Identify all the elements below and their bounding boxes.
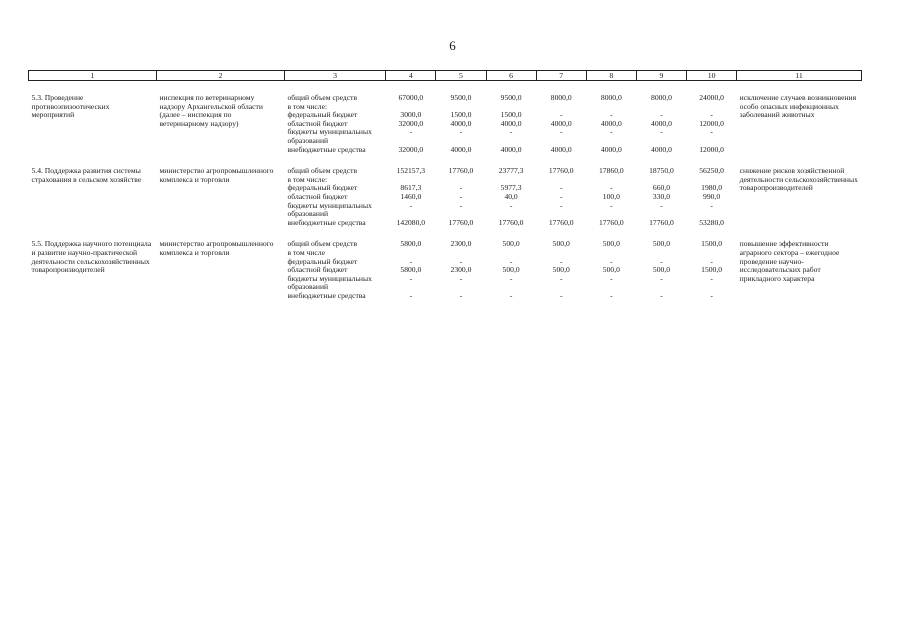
amount-cell: 500,0 bbox=[652, 265, 671, 275]
amount-cell: 4000,0 bbox=[450, 118, 472, 128]
header-cell: 9 bbox=[636, 71, 686, 81]
measure-name: 5.5. Поддержка научного потенциала и развитие научно-практической деятельности сельскохозяйственных товаропроизводителей bbox=[31, 239, 152, 275]
amount-cell: - bbox=[660, 290, 663, 300]
funding-source: в том числе: bbox=[287, 174, 328, 184]
amount-cell: 4000,0 bbox=[600, 144, 622, 154]
amount-cell: - bbox=[710, 290, 713, 300]
amount-cell: 1500,0 bbox=[701, 265, 723, 275]
amount-cell: 40,0 bbox=[504, 191, 518, 201]
header-cell: 10 bbox=[687, 71, 737, 81]
header-cell: 1 bbox=[29, 71, 157, 81]
amount-cell: 17760,0 bbox=[448, 217, 474, 227]
amount-cell: 5800,0 bbox=[400, 265, 422, 275]
amount-cell: 330,0 bbox=[652, 191, 671, 201]
measure-name: 5.3. Проведение противоэпизоотических мероприятий bbox=[31, 93, 110, 120]
header-cell: 4 bbox=[386, 71, 436, 81]
amount-cell: - bbox=[459, 127, 463, 137]
amount-cell: 5977,3 bbox=[500, 183, 522, 193]
funding-source: федеральный бюджет bbox=[287, 256, 358, 266]
amount-cell: 23777,3 bbox=[498, 166, 524, 176]
funding-source: внебюджетные средства bbox=[287, 217, 366, 227]
amount-cell: 2300,0 bbox=[450, 265, 472, 275]
amount-cell: - bbox=[459, 256, 463, 266]
amount-cell: 17760,0 bbox=[599, 217, 624, 227]
header-cell: 2 bbox=[156, 71, 284, 81]
amount-cell: 9500,0 bbox=[500, 93, 522, 102]
amount-cell: - bbox=[409, 290, 413, 300]
amount-cell: 500,0 bbox=[602, 265, 620, 275]
amount-cell: - bbox=[660, 110, 663, 120]
amount-cell: 152157,3 bbox=[396, 166, 426, 176]
amount-cell: 500,0 bbox=[602, 239, 620, 249]
table-body bbox=[29, 71, 862, 301]
amount-cell: 24000,0 bbox=[699, 93, 724, 102]
amount-cell: - bbox=[409, 273, 413, 283]
amount-cell: 500,0 bbox=[552, 239, 570, 249]
amount-cell: - bbox=[509, 127, 513, 137]
amount-cell: - bbox=[710, 110, 713, 120]
amount-cell: 17860,0 bbox=[599, 166, 624, 176]
amount-cell: 1980,0 bbox=[701, 183, 723, 193]
header-cell: 5 bbox=[436, 71, 486, 81]
amount-cell: - bbox=[559, 200, 563, 210]
amount-cell: 32000,0 bbox=[398, 118, 424, 128]
table-row bbox=[29, 227, 862, 249]
funding-source: бюджеты муниципальных образований bbox=[287, 273, 372, 292]
funding-source: внебюджетные средства bbox=[287, 144, 366, 154]
amount-cell: 67000,0 bbox=[398, 93, 424, 102]
amount-cell: - bbox=[610, 256, 613, 266]
amount-cell: - bbox=[610, 273, 613, 283]
amount-cell: 12000,0 bbox=[699, 144, 724, 154]
amount-cell: - bbox=[559, 273, 563, 283]
amount-cell: 500,0 bbox=[502, 265, 520, 275]
amount-cell: 8617,3 bbox=[400, 183, 422, 193]
header-cell: 6 bbox=[486, 71, 536, 81]
funding-source: бюджеты муниципальных образований bbox=[287, 200, 372, 219]
amount-cell: - bbox=[459, 273, 463, 283]
funding-source: федеральный бюджет bbox=[287, 183, 358, 193]
amount-cell: 500,0 bbox=[652, 239, 671, 249]
amount-cell: - bbox=[610, 200, 613, 210]
amount-cell: - bbox=[559, 256, 563, 266]
table-row bbox=[29, 81, 862, 103]
amount-cell: 8000,0 bbox=[600, 93, 622, 102]
funding-source: федеральный бюджет bbox=[287, 110, 358, 120]
amount-cell: 9500,0 bbox=[450, 93, 472, 102]
amount-cell: 3000,0 bbox=[400, 110, 422, 120]
amount-cell: 4000,0 bbox=[500, 118, 522, 128]
amount-cell: - bbox=[660, 273, 663, 283]
amount-cell: - bbox=[459, 290, 463, 300]
amount-cell: 990,0 bbox=[703, 191, 721, 201]
funding-source: в том числе: bbox=[287, 101, 328, 111]
amount-cell: 500,0 bbox=[552, 265, 570, 275]
amount-cell: 4000,0 bbox=[651, 144, 672, 154]
amount-cell: 4000,0 bbox=[450, 144, 472, 154]
amount-cell: 4000,0 bbox=[550, 144, 572, 154]
column-number-header bbox=[29, 71, 862, 81]
amount-cell: 32000,0 bbox=[398, 144, 424, 154]
amount-cell: 1500,0 bbox=[450, 110, 472, 120]
amount-cell: - bbox=[559, 183, 563, 193]
amount-cell: 1500,0 bbox=[500, 110, 522, 120]
table-row bbox=[29, 154, 862, 176]
amount-cell: 4000,0 bbox=[500, 144, 522, 154]
amount-cell: 17760,0 bbox=[649, 217, 674, 227]
amount-cell: - bbox=[509, 256, 513, 266]
amount-cell: - bbox=[610, 110, 613, 120]
amount-cell: 56250,0 bbox=[699, 166, 724, 176]
amount-cell: - bbox=[610, 183, 613, 193]
amount-cell: - bbox=[409, 200, 413, 210]
amount-cell: 17760,0 bbox=[498, 217, 524, 227]
header-cell: 8 bbox=[586, 71, 636, 81]
amount-cell: - bbox=[660, 256, 663, 266]
amount-cell: 17760,0 bbox=[448, 166, 474, 176]
amount-cell: 1460,0 bbox=[400, 191, 422, 201]
expected-result: повышение эффективности аграрного сектора – ежегодное проведение научно-исследовательских работ прикладного характера bbox=[739, 239, 840, 283]
amount-cell: 500,0 bbox=[502, 239, 520, 249]
amount-cell: 660,0 bbox=[652, 183, 671, 193]
header-cell: 7 bbox=[536, 71, 586, 81]
amount-cell: - bbox=[559, 110, 563, 120]
amount-cell: - bbox=[559, 191, 563, 201]
amount-cell: 2300,0 bbox=[450, 239, 472, 249]
amount-cell: - bbox=[459, 183, 463, 193]
funding-source: областной бюджет bbox=[287, 265, 348, 275]
funding-source: общий объем средств bbox=[287, 166, 358, 176]
amount-cell: - bbox=[409, 256, 413, 266]
amount-cell: - bbox=[559, 127, 563, 137]
amount-cell: - bbox=[459, 200, 463, 210]
amount-cell: - bbox=[459, 191, 463, 201]
amount-cell: - bbox=[610, 290, 613, 300]
page-number: 6 bbox=[449, 38, 456, 53]
amount-cell: - bbox=[710, 200, 713, 210]
amount-cell: 4000,0 bbox=[550, 118, 572, 128]
funding-source: в том числе bbox=[287, 247, 325, 257]
amount-cell: - bbox=[660, 200, 663, 210]
expected-result: снижение рисков хозяйственной деятельности сельскохозяйственных товаропроизводителей bbox=[739, 166, 858, 193]
header-cell: 3 bbox=[284, 71, 385, 81]
funding-source: общий объем средств bbox=[287, 239, 358, 249]
amount-cell: - bbox=[710, 256, 713, 266]
amount-cell: - bbox=[509, 273, 513, 283]
amount-cell: 8000,0 bbox=[651, 93, 672, 102]
amount-cell: 1500,0 bbox=[701, 239, 723, 249]
measure-executor: инспекция по ветеринарному надзору Архангельской области (далее – инспекция по ветеринарному надзору) bbox=[159, 93, 263, 128]
amount-cell: 12000,0 bbox=[699, 118, 724, 128]
amount-cell: 5800,0 bbox=[400, 239, 422, 249]
header-cell: 11 bbox=[737, 71, 862, 81]
amount-cell: 4000,0 bbox=[600, 118, 622, 128]
amount-cell: 8000,0 bbox=[550, 93, 572, 102]
measure-name: 5.4. Поддержка развития системы страхования в сельском хозяйстве bbox=[31, 166, 142, 184]
funding-source: внебюджетные средства bbox=[287, 290, 366, 300]
measure-executor: министерство агропромышленного комплекса и торговли bbox=[159, 239, 274, 257]
amount-cell: 53280,0 bbox=[699, 217, 724, 227]
amount-cell: 17760,0 bbox=[548, 166, 574, 176]
amount-cell: - bbox=[710, 127, 713, 137]
amount-cell: 100,0 bbox=[602, 191, 620, 201]
expected-result: исключение случаев возникновения особо опасных инфекционных заболеваний животных bbox=[739, 93, 857, 120]
amount-cell: - bbox=[509, 290, 513, 300]
amount-cell: - bbox=[409, 127, 413, 137]
amount-cell: - bbox=[610, 127, 613, 137]
program-table bbox=[28, 70, 862, 300]
amount-cell: - bbox=[559, 290, 563, 300]
measure-executor: министерство агропромышленного комплекса и торговли bbox=[159, 166, 274, 184]
amount-cell: 142080,0 bbox=[396, 217, 426, 227]
amount-cell: - bbox=[660, 127, 663, 137]
funding-source: бюджеты муниципальных образований bbox=[287, 127, 372, 145]
funding-source: областной бюджет bbox=[287, 191, 348, 201]
amount-cell: - bbox=[509, 200, 513, 210]
amount-cell: 17760,0 bbox=[548, 217, 574, 227]
amount-cell: 4000,0 bbox=[651, 118, 672, 128]
funding-source: областной бюджет bbox=[287, 118, 348, 128]
funding-source: общий объем средств bbox=[287, 93, 358, 102]
amount-cell: - bbox=[710, 273, 713, 283]
amount-cell: 18750,0 bbox=[649, 166, 674, 176]
